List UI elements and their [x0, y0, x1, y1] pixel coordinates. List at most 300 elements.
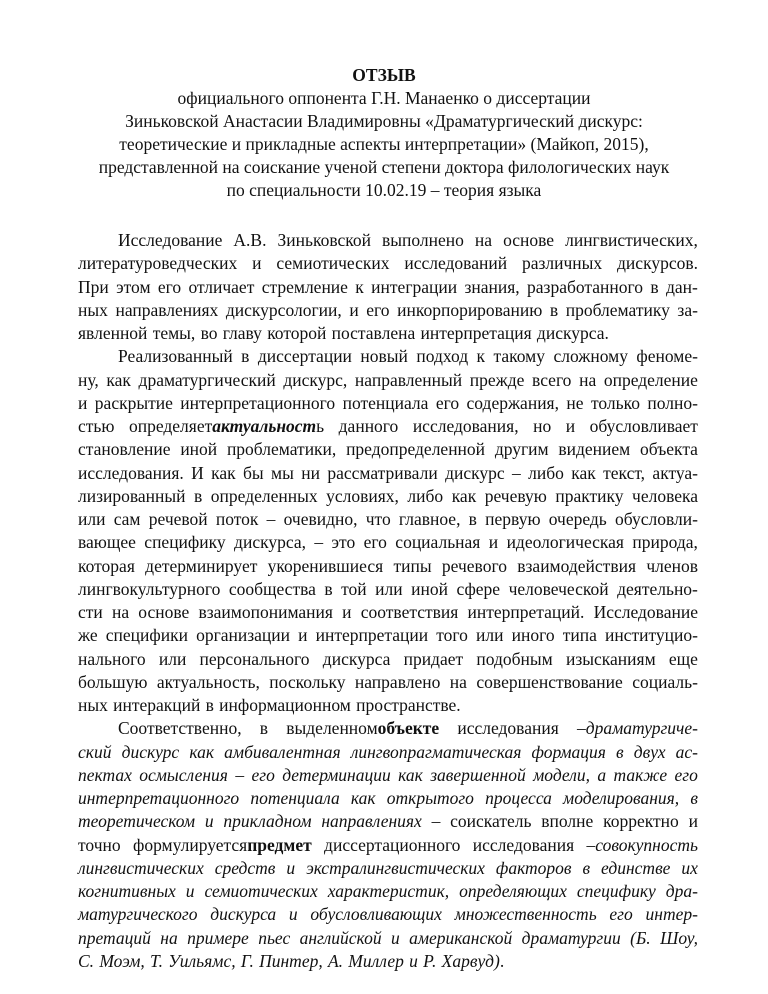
word: определенных [210, 485, 318, 506]
word: формация [531, 741, 606, 762]
word: и [298, 625, 308, 646]
word: – [266, 509, 276, 529]
word: как [571, 462, 596, 483]
word: Миллер [348, 950, 404, 971]
word: Уильямс, [168, 950, 236, 971]
word: явленной [78, 323, 148, 343]
word: сам [113, 509, 141, 529]
word: как [106, 369, 131, 390]
word: его [251, 764, 275, 785]
word: их [681, 857, 698, 878]
word: в [468, 509, 477, 529]
word: взаимодействия [517, 555, 637, 576]
word: той [341, 578, 367, 599]
word: формулируетсяпредмет [132, 834, 312, 855]
word: пьес [258, 927, 291, 948]
word: обусловливает [589, 416, 698, 436]
word: Шоу, [660, 927, 698, 948]
word: характеристик, [327, 881, 450, 901]
word: на [579, 369, 597, 390]
word: как [189, 741, 215, 762]
word: Реализованный [118, 346, 233, 367]
word: содержания, [466, 392, 559, 413]
word: дискурса, [234, 532, 306, 553]
body-line [78, 229, 698, 252]
word: вающее [78, 532, 136, 553]
word: специфику [144, 532, 226, 553]
word: множественность [454, 904, 597, 925]
word: человеческой [508, 578, 609, 599]
body-line [78, 252, 698, 275]
word: когнитивных [78, 881, 176, 901]
word: единстве [601, 857, 671, 878]
word: и [185, 881, 195, 901]
word: отличает [188, 276, 255, 297]
word: Моэм, [99, 950, 145, 971]
word: речевого [441, 555, 507, 576]
word: речевой [148, 509, 208, 529]
word: ных [78, 299, 108, 320]
word: это [331, 532, 356, 553]
word: определяющих [459, 881, 567, 901]
word: Исследование [593, 602, 698, 622]
body-line [78, 578, 698, 601]
word: мы [271, 462, 294, 483]
word: направлениях [321, 811, 422, 832]
word: соответствия [360, 602, 459, 622]
word: исследований [404, 253, 508, 274]
word: претаций [78, 927, 151, 948]
word: – [511, 462, 521, 483]
word: поставлена [331, 323, 416, 343]
word: его [674, 764, 698, 785]
word: инкорпорированию [397, 299, 543, 320]
word: бы [243, 462, 264, 483]
body-line [78, 834, 698, 857]
word: не [566, 392, 584, 413]
word: первую [485, 509, 541, 529]
body-line [78, 508, 698, 531]
word: –драматургиче- [576, 718, 698, 739]
word: к [355, 276, 364, 297]
word: проблематику [565, 299, 670, 320]
word: Исследование [118, 230, 223, 250]
body-line [78, 299, 698, 322]
word: и [565, 416, 576, 436]
word: детерминирует [145, 555, 258, 576]
word: предопределенной [346, 439, 486, 460]
body-line [78, 369, 698, 392]
word: социаль- [632, 671, 698, 692]
word: основе [503, 230, 555, 250]
word: нального [78, 648, 146, 669]
word: в [582, 857, 591, 878]
word: Пинтер, [259, 950, 323, 971]
word: и [390, 927, 400, 948]
word: его [366, 299, 390, 320]
word: Харвуд). [441, 950, 505, 971]
word: дискурса. [536, 323, 609, 343]
word: соискатель [450, 811, 532, 832]
word: интерпретаций. [467, 602, 585, 622]
word: ну, [78, 369, 99, 390]
word: дискурс, [283, 369, 348, 390]
word: подход [416, 346, 469, 367]
body-line [78, 345, 698, 368]
word: пектах [78, 764, 132, 785]
body-line [78, 392, 698, 415]
word: человека [632, 485, 698, 506]
word: потенциала [250, 788, 340, 808]
word: или [158, 648, 187, 669]
word: стремление [261, 276, 348, 297]
word: поскольку [269, 671, 346, 692]
word: на [111, 602, 130, 622]
word: различных [521, 253, 603, 274]
word: очевидно, [283, 509, 358, 529]
word: обусловливающих [310, 904, 442, 925]
word: диссертационного [324, 834, 461, 855]
review-body [78, 229, 698, 973]
word: же [78, 625, 98, 646]
word: в [616, 741, 624, 762]
word: и [78, 392, 88, 413]
word: экстралингвистических [306, 857, 485, 878]
word: сти [78, 602, 103, 622]
word: или [375, 578, 403, 599]
word: интеракций [113, 695, 201, 715]
word: матургического [78, 904, 198, 925]
word: прежде [469, 369, 525, 390]
word: персонального [199, 648, 310, 669]
word: прикладном [223, 811, 312, 832]
word: как [211, 462, 236, 483]
word: лингвопрагматическая [350, 741, 522, 762]
word: в [690, 788, 698, 808]
word: драматургический [138, 369, 276, 390]
word: этом [116, 276, 151, 297]
word: семиотических [204, 881, 318, 901]
word: интерпретационного [78, 788, 240, 808]
body-line [78, 276, 698, 299]
word: выполнено [382, 230, 464, 250]
word: и [204, 811, 214, 832]
word: исследования. [78, 462, 184, 483]
header-line: по специальности 10.02.19 – теория языка [226, 180, 542, 200]
body-line [78, 671, 698, 694]
word: рассматривали [327, 462, 438, 483]
word: открытого [386, 788, 474, 808]
word: дискурс [121, 741, 180, 762]
word: речевую [484, 485, 547, 506]
word: становление [78, 439, 171, 460]
word: типа [562, 625, 597, 646]
body-line [78, 717, 698, 740]
word: – [431, 811, 441, 832]
word: подобным [476, 648, 553, 669]
word: темы, [152, 323, 196, 343]
word: и [409, 950, 418, 971]
word: только [590, 392, 640, 413]
word: феноме- [636, 346, 698, 367]
word: (Б. [630, 927, 651, 948]
word: актуальность, [156, 671, 260, 692]
word: его [435, 392, 460, 413]
body-line [78, 438, 698, 461]
word: иной [411, 578, 448, 599]
word: или [476, 625, 504, 646]
word: точно [78, 834, 121, 855]
word: его [157, 276, 182, 297]
body-line [78, 950, 698, 973]
word: как [398, 764, 423, 785]
word: либо [528, 462, 564, 483]
word: специфику [576, 881, 656, 901]
body-line [78, 648, 698, 671]
word: новый [360, 346, 408, 367]
word: совершенствование [476, 671, 623, 692]
word: природа, [632, 532, 698, 553]
word: которой [267, 323, 327, 343]
word: основе [138, 602, 190, 622]
body-line [78, 880, 698, 903]
word: лингвокультурного [78, 578, 221, 599]
word: в [241, 346, 250, 367]
word: интерпретации [315, 625, 429, 646]
word: очередь [548, 509, 607, 529]
body-line [78, 624, 698, 647]
word: модели, [533, 764, 590, 785]
body-line [78, 764, 698, 787]
word: изысканиям [566, 648, 656, 669]
word: дра- [665, 881, 698, 901]
word: Г. [240, 950, 254, 971]
word: в [194, 485, 203, 506]
word: такому [493, 346, 545, 367]
word: процесса [485, 788, 552, 808]
word: средств [214, 857, 276, 878]
word: сфере [456, 578, 501, 599]
body-line [78, 694, 698, 717]
word: главу [222, 323, 262, 343]
word: ных [78, 695, 108, 715]
word: полно- [647, 392, 698, 413]
body-line [78, 601, 698, 624]
word: интерпретационного [180, 392, 336, 413]
word: амбивалентная [224, 741, 341, 762]
body-line [78, 531, 698, 554]
word: выделенномобъекте [286, 718, 440, 739]
body-line [78, 787, 698, 810]
body-line [78, 485, 698, 508]
word: семиотических [276, 253, 390, 274]
word: на [160, 927, 178, 948]
body-line [78, 462, 698, 485]
word: – [314, 532, 324, 553]
word: При [78, 276, 109, 297]
word: иного [511, 625, 555, 646]
word: дискурсов. [617, 253, 698, 274]
word: в [259, 718, 269, 739]
word: и [288, 904, 298, 925]
word: сложному [553, 346, 628, 367]
word: в [324, 578, 333, 599]
header-line: представленной на соискание ученой степени доктора филологических наук [98, 157, 670, 177]
word: корректно [603, 811, 679, 832]
word: актуа- [652, 462, 698, 483]
word: главное, [398, 509, 461, 529]
review-title: ОТЗЫВ [352, 65, 416, 85]
word: интерпретация [420, 323, 532, 343]
word: практику [555, 485, 624, 506]
word: теоретическом [78, 811, 196, 832]
body-line [78, 555, 698, 578]
word: взаимопонимания [198, 602, 333, 622]
word: видением [558, 439, 631, 460]
word: пространстве. [356, 695, 461, 715]
word: на [449, 671, 467, 692]
review-header [60, 64, 708, 202]
word: типы [393, 555, 432, 576]
word: ский [78, 741, 112, 762]
header-line: теоретические и прикладные аспекты интерпретации» (Майкоп, 2015), [119, 134, 649, 154]
word: – [235, 764, 245, 785]
word: Т. [150, 950, 164, 971]
body-line [78, 415, 698, 438]
word: ас- [675, 741, 698, 762]
word: разработанного [527, 276, 644, 297]
word: объекта [640, 439, 698, 460]
word: что [365, 509, 391, 529]
word: дискурс [445, 462, 505, 483]
word: специфики [105, 625, 188, 646]
word: лингвистических [78, 857, 204, 878]
word: –совокупность [586, 834, 698, 855]
word: лизированный [78, 485, 186, 506]
word: диссертации [257, 346, 352, 367]
word: направлениях [115, 299, 219, 320]
word: определяетактуальность [128, 416, 325, 436]
word: деятельно- [617, 578, 698, 599]
word: лингвистических, [565, 230, 698, 250]
word: стью [78, 416, 115, 436]
word: моделирования, [563, 788, 680, 808]
word: укоренившиеся [267, 555, 384, 576]
word: Р. [423, 950, 437, 971]
body-line [78, 927, 698, 950]
word: придает [403, 648, 464, 669]
word: либо [407, 485, 444, 506]
word: членов [646, 555, 698, 576]
word: ни [301, 462, 320, 483]
word: но [533, 416, 552, 436]
word: того [436, 625, 468, 646]
header-line: Зиньковской Анастасии Владимировны «Драматургический дискурс: [125, 111, 643, 131]
word: еще [668, 648, 698, 669]
word: дискурса [322, 648, 391, 669]
word: или [78, 509, 106, 529]
word: в [650, 276, 659, 297]
word: к [476, 346, 486, 367]
word: А.В. [233, 230, 267, 250]
word: и [252, 253, 262, 274]
word: его [609, 904, 633, 925]
word: и [488, 532, 499, 553]
word: иной [180, 439, 218, 460]
word: а [597, 764, 607, 785]
word: знания, [464, 276, 520, 297]
word: примере [187, 927, 249, 948]
word: исследования, [412, 416, 519, 436]
word: литературоведческих [78, 253, 238, 274]
body-line [78, 741, 698, 764]
word: которая [78, 555, 135, 576]
word: определение [603, 369, 698, 390]
word: его [363, 532, 387, 553]
word: Соответственно, [118, 718, 242, 739]
word: А. [327, 950, 344, 971]
word: двух [633, 741, 666, 762]
word: осмысления [139, 764, 228, 785]
word: организации [196, 625, 291, 646]
word: и [286, 857, 296, 878]
word: С. [78, 950, 95, 971]
word: и [688, 811, 698, 832]
word: в [205, 695, 214, 715]
word: потенциала [342, 392, 429, 413]
word: во [200, 323, 218, 343]
word: дан- [666, 276, 698, 297]
body-line [78, 810, 698, 833]
word: поток [215, 509, 259, 529]
word: раскрытие [94, 392, 173, 413]
word: И [191, 462, 204, 483]
word: другим [494, 439, 549, 460]
word: драматургии [521, 927, 621, 948]
word: завершенной [430, 764, 526, 785]
word: дискурса [210, 904, 277, 925]
word: всего [532, 369, 572, 390]
word: Зиньковской [277, 230, 371, 250]
word: сообщества [228, 578, 316, 599]
word: направленный [354, 369, 463, 390]
word: направлено [354, 671, 441, 692]
word: на [474, 230, 493, 250]
word: идеологическая [506, 532, 624, 553]
body-line [78, 903, 698, 926]
word: за- [677, 299, 698, 320]
word: как [350, 788, 376, 808]
word: интер- [645, 904, 698, 925]
word: исследования [472, 834, 575, 855]
word: информационном [219, 695, 351, 715]
word: текст, [603, 462, 646, 483]
body-line [78, 322, 698, 345]
word: в [549, 299, 559, 320]
body-line [78, 857, 698, 880]
word: исследования [457, 718, 559, 739]
word: и [349, 299, 359, 320]
header-line: официального оппонента Г.Н. Манаенко о диссертации [177, 88, 591, 108]
word: вполне [541, 811, 594, 832]
word: интеграции [371, 276, 458, 297]
word: социальная [395, 532, 481, 553]
word: условиях, [326, 485, 399, 506]
word: также [613, 764, 668, 785]
word: обусловли- [615, 509, 698, 529]
word: факторов [495, 857, 572, 878]
word: и [342, 602, 352, 622]
